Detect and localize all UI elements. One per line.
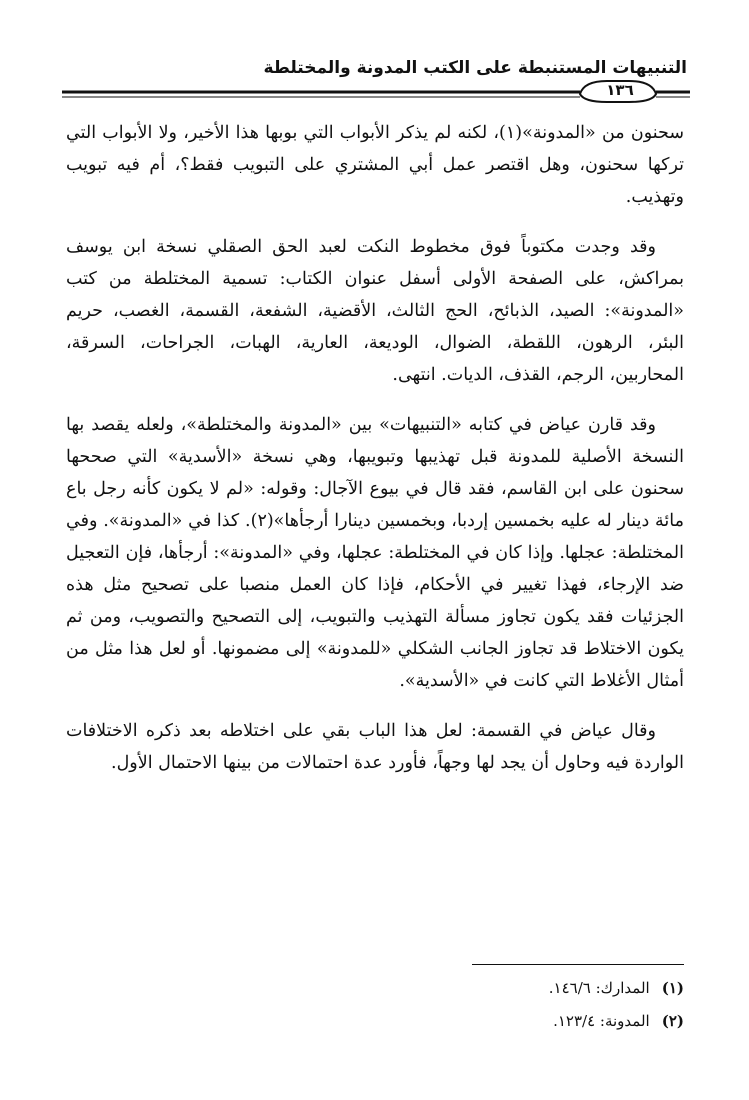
paragraph-2: وقد وجدت مكتوباً فوق مخطوط النكت لعبد الحق الصقلي نسخة ابن يوسف بمراكش، على الصفحة الأولى أسفل عنوان الكتاب: تسمية المختلطة من كتب «المدونة»: الصيد، الذبائح، الحج الثالث، الأقضية، الشفعة، القسمة، الغصب، حريم البئر، الرهون، اللقطة، الضوال، الوديعة، العارية، الهبات، الجراحات، السرقة، المحاربين، الرجم، القذف، الديات. انتهى.	[66, 237, 684, 385]
footnote-number: (١)	[661, 979, 684, 997]
paragraph-4: وقال عياض في القسمة: لعل هذا الباب بقي على اختلاطه بعد ذكره الاختلافات الواردة فيه وحاول أن يجد لها وجهاً، فأورد عدة احتمالات من بينها الاحتمال الأول.	[66, 721, 684, 773]
body-text	[66, 117, 684, 779]
running-title: التنبيهات المستنبطة على الكتب المدونة والمختلطة	[263, 58, 687, 78]
footnote-separator	[472, 964, 684, 965]
page-number: ١٣٦	[606, 81, 634, 99]
paragraph-3: وقد قارن عياض في كتابه «التنبيهات» بين «المدونة والمختلطة»، ولعله يقصد بها النسخة الأصلية للمدونة قبل تهذيبها وتبويبها، وهي نسخة «الأسدية» التي صححها سحنون على ابن القاسم، فقد قال في بيوع الآجال: وقوله: «لم لا يكون كأنه رجل باع مائة دينار له عليه بخمسين إردبا، وبخمسين دينارا أرجأها»(٢). كذا في «المدونة». وفي المختلطة: عجلها. وإذا كان في المختلطة: عجلها، وفي «المدونة»: أرجأها، فإن التعجيل ضد الإرجاء، فهذا تغيير في الأحكام، فإذا كان العمل منصبا على تصحيح مثل هذه الجزئيات فقد يكون تجاوز مسألة التهذيب والتبويب، إلى التصحيح والتصويب، ومن ثم يكون الاختلاط قد تجاوز الجانب الشكلي «للمدونة» إلى مضمونها. أو لعل هذا مثل من أمثال الأغلاط التي كانت في «الأسدية».	[66, 415, 684, 691]
footnotes	[66, 972, 684, 1038]
paragraph-1: سحنون من «المدونة»(١)، لكنه لم يذكر الأبواب التي بوبها هذا الأخير، ولا الأبواب التي تركها سحنون، وهل اقتصر عمل أبي المشتري على التبويب فقط؟، أم فيه تبويب وتهذيب.	[66, 123, 684, 207]
footnote-number: (٢)	[661, 1012, 684, 1030]
footnote-text: المدونة: ١٢٣/٤.	[553, 1012, 650, 1030]
footnote-1	[66, 972, 684, 1005]
footnote-2	[66, 1005, 684, 1038]
footnote-text: المدارك: ١٤٦/٦.	[548, 979, 650, 997]
